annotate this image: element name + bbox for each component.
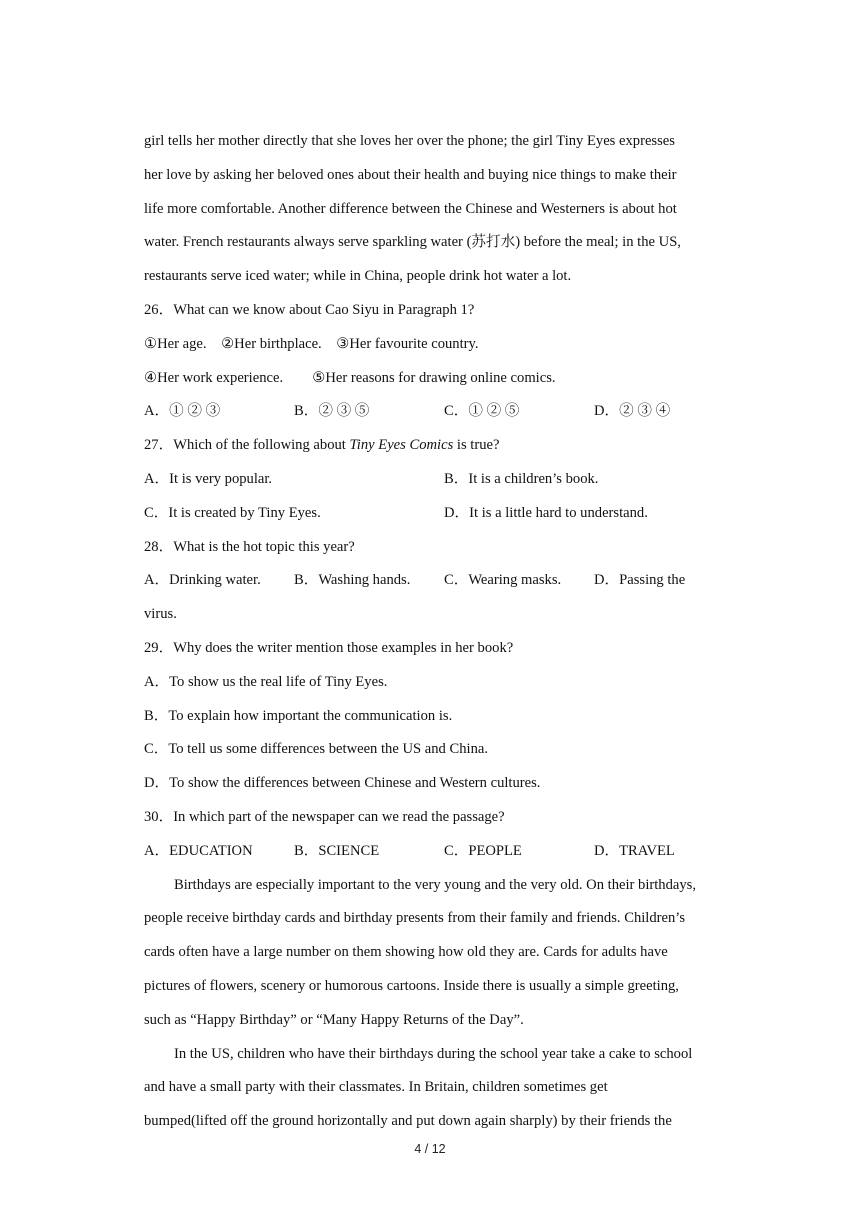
question-28: 28．What is the hot topic this year? bbox=[144, 539, 355, 555]
passage-line: pictures of flowers, scenery or humorous cartoons. Inside there is usually a simple greeting, bbox=[144, 978, 679, 994]
option-a: A．① ② ③ bbox=[144, 403, 221, 419]
question-27-prefix: 27．Which of the following about bbox=[144, 437, 350, 453]
passage-line: water. French restaurants always serve sparkling water (苏打水) before the meal; in the US, bbox=[144, 234, 681, 250]
passage-line: and have a small party with their classmates. In Britain, children sometimes get bbox=[144, 1079, 608, 1095]
option-c: C．It is created by Tiny Eyes. bbox=[144, 505, 321, 521]
option-a: A．It is very popular. bbox=[144, 471, 273, 487]
passage-line: people receive birthday cards and birthday presents from their family and friends. Children’s bbox=[144, 910, 686, 926]
option-d-wrap: virus. bbox=[144, 606, 177, 622]
question-26-items: ④Her work experience. ⑤Her reasons for drawing online comics. bbox=[144, 370, 556, 386]
option-d: D．Passing the bbox=[594, 572, 686, 588]
option-d: D．TRAVEL bbox=[594, 843, 675, 859]
question-29: 29．Why does the writer mention those examples in her book? bbox=[144, 640, 514, 656]
passage-line: life more comfortable. Another difference between the Chinese and Westerners is about hot bbox=[144, 201, 677, 217]
question-26: 26．What can we know about Cao Siyu in Paragraph 1? bbox=[144, 302, 475, 318]
option-a: A．EDUCATION bbox=[144, 843, 253, 859]
question-26-items: ①Her age. ②Her birthplace. ③Her favourite country. bbox=[144, 336, 479, 352]
option-c: C．Wearing masks. bbox=[444, 572, 562, 588]
option-b: B．SCIENCE bbox=[294, 843, 380, 859]
page-number: 4 / 12 bbox=[414, 1142, 446, 1156]
passage-line: restaurants serve iced water; while in China, people drink hot water a lot. bbox=[144, 268, 572, 284]
option-d: D．To show the differences between Chinese and Western cultures. bbox=[144, 775, 541, 791]
passage-line: such as “Happy Birthday” or “Many Happy Returns of the Day”. bbox=[144, 1012, 524, 1028]
option-b: B．To explain how important the communication is. bbox=[144, 708, 453, 724]
passage-line: cards often have a large number on them showing how old they are. Cards for adults have bbox=[144, 944, 668, 960]
question-30: 30．In which part of the newspaper can we read the passage? bbox=[144, 809, 505, 825]
question-27-suffix: is true? bbox=[453, 437, 500, 453]
question-27 bbox=[144, 435, 499, 455]
option-b: B．Washing hands. bbox=[294, 572, 411, 588]
passage-line: bumped(lifted off the ground horizontally and put down again sharply) by their friends the bbox=[144, 1113, 672, 1129]
option-c: C．PEOPLE bbox=[444, 843, 522, 859]
passage-line: girl tells her mother directly that she loves her over the phone; the girl Tiny Eyes expresses bbox=[144, 133, 675, 149]
option-d: D．It is a little hard to understand. bbox=[444, 505, 648, 521]
passage-line: her love by asking her beloved ones about their health and buying nice things to make their bbox=[144, 167, 677, 183]
option-c: C．① ② ⑤ bbox=[444, 403, 520, 419]
option-a: A．Drinking water. bbox=[144, 572, 261, 588]
passage-line: In the US, children who have their birthdays during the school year take a cake to school bbox=[174, 1046, 693, 1062]
option-a: A．To show us the real life of Tiny Eyes. bbox=[144, 674, 388, 690]
option-d: D．② ③ ④ bbox=[594, 403, 671, 419]
passage-line: Birthdays are especially important to the very young and the very old. On their birthdays, bbox=[174, 877, 696, 893]
option-b: B．② ③ ⑤ bbox=[294, 403, 370, 419]
option-c: C．To tell us some differences between the US and China. bbox=[144, 741, 489, 757]
option-b: B．It is a children’s book. bbox=[444, 471, 599, 487]
question-27-title: Tiny Eyes Comics bbox=[349, 437, 454, 453]
